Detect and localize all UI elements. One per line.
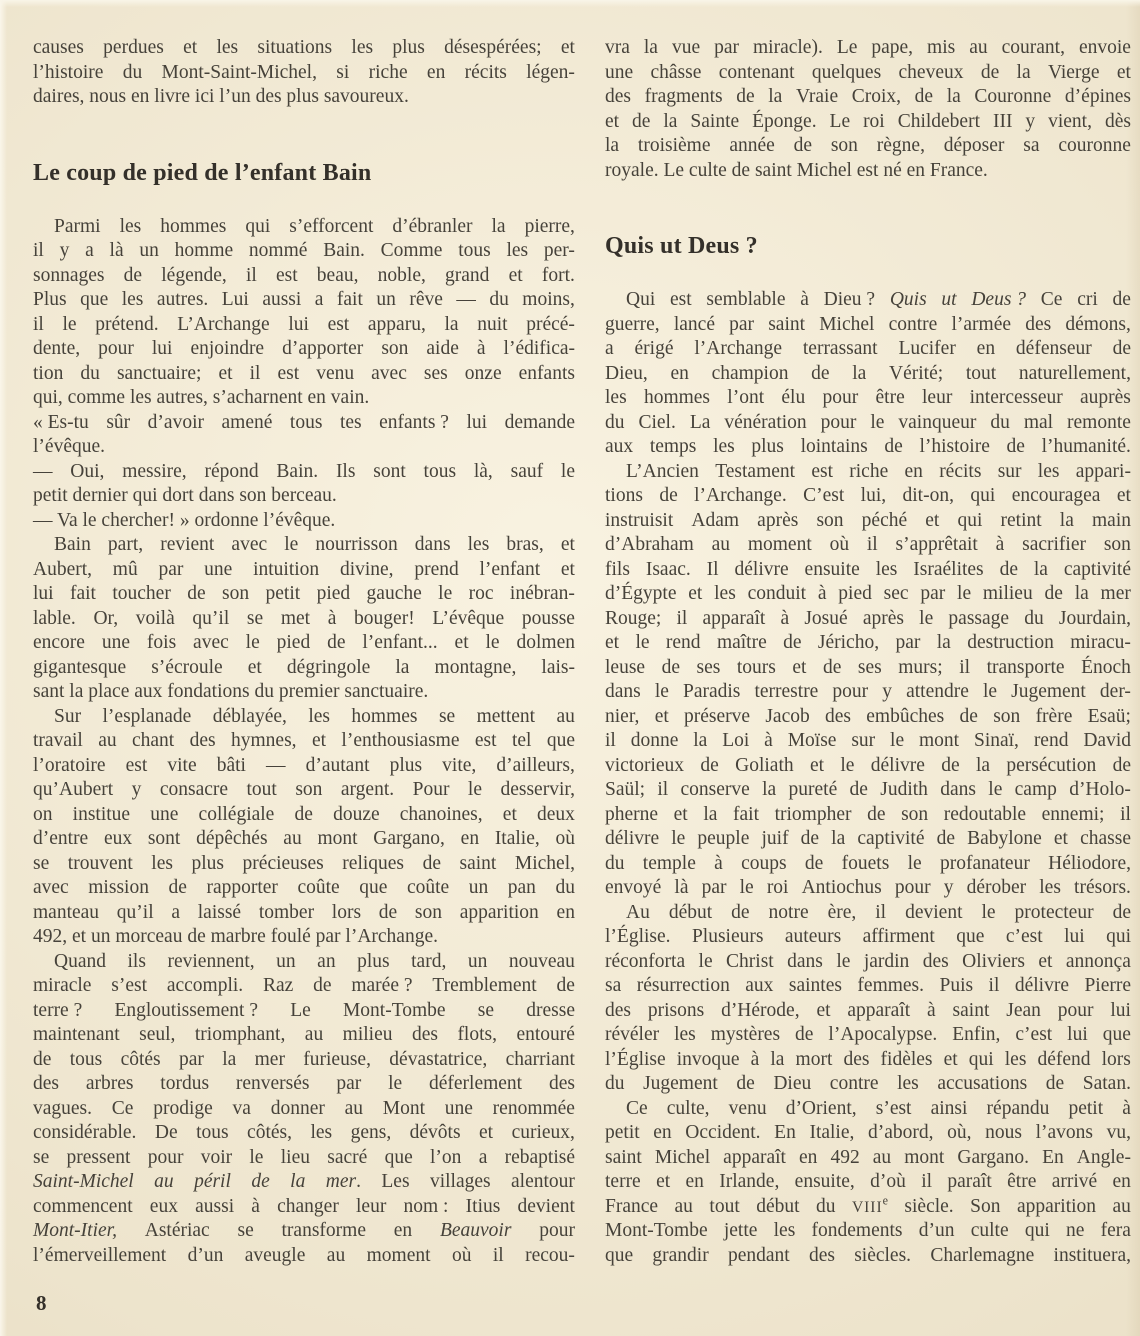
- text-line: l’évêque.: [33, 436, 106, 457]
- text-line: Mont-Tombe jette les fondements d’un culte qui ne fera: [605, 1220, 1131, 1241]
- text-line: on institue une collégiale de douze chanoines, et deux: [33, 803, 575, 825]
- text-line: vagues. Ce prodige va donner au Mont une renommée: [33, 1097, 575, 1119]
- paragraph: [33, 36, 575, 110]
- text-line: France au tout début du VIIIe siècle. Son apparition au: [605, 1193, 1131, 1217]
- text-line: — Oui, messire, répond Bain. Ils sont tous là, sauf le: [33, 460, 575, 482]
- text-line: petit en Occident. En Italie, d’abord, où, nous l’avons vu,: [605, 1122, 1131, 1143]
- text-line: se trouvent les plus précieuses reliques de saint Michel,: [33, 852, 575, 874]
- text-line: L’Ancien Testament est riche en récits sur les appari-: [626, 460, 1131, 482]
- text-line: qu’Aubert y consacre tout son argent. Pour le desservir,: [33, 779, 575, 800]
- text-line: Dieu, en champion de la Vérité; tout naturellement,: [605, 362, 1131, 384]
- text-line: avec mission de rapporter coûte que coûte un pan du: [33, 877, 575, 898]
- text-line: guerre, lancé par saint Michel contre l’armée des démons,: [605, 313, 1131, 335]
- text-line: des prisons d’Hérode, et apparaît à saint Jean pour lui: [605, 999, 1131, 1021]
- paragraph: [33, 533, 575, 705]
- text-line: tion du sanctuaire; et il est venu avec ses onze enfants: [33, 362, 575, 384]
- text-line: les hommes l’ont élu pour être leur intercesseur auprès: [605, 387, 1131, 408]
- text-line: travail au chant des hymnes, et l’enthousiasme est tel que: [33, 730, 575, 751]
- paragraph: [605, 901, 1131, 1097]
- text-line: dans le Paradis terrestre pour y attendre le Jugement der-: [605, 681, 1131, 702]
- text-line: saint Michel apparaît en 492 au mont Gargano. En Angle-: [605, 1146, 1131, 1168]
- text-line: — Va le chercher! » ordonne l’évêque.: [33, 509, 336, 531]
- text-line: causes perdues et les situations les plus désespérées; et: [33, 37, 575, 58]
- paragraph: [605, 460, 1131, 901]
- heading-le-coup-de-pied: Le coup de pied de l’enfant Bain: [33, 159, 372, 186]
- text-line: pherne et la fait triompher de son redoutable ennemi; il: [605, 803, 1131, 825]
- text-line: il le prétend. L’Archange lui est apparu, la nuit précé-: [33, 313, 575, 335]
- text-line: du temple à coups de fouets le profanateur Héliodore,: [605, 852, 1131, 874]
- paragraph: [33, 950, 575, 1269]
- text-line: Saül; il conserve la pureté de Judith dans le camp d’Holo-: [605, 779, 1131, 800]
- text-line: l’Église. Plusieurs auteurs affirment que c’est lui qui: [605, 926, 1131, 947]
- text-line: terre et en Irlande, ensuite, d’où il paraît être arrivé en: [605, 1171, 1131, 1192]
- text-line: tions de l’Archange. C’est lui, dit-on, qui encouragea et: [605, 485, 1131, 506]
- text-line: sa résurrection aux saintes femmes. Puis il délivre Pierre: [605, 975, 1131, 996]
- text-line: d’Abraham au moment où il s’apprêtait à sacrifier son: [605, 534, 1131, 555]
- text-line: d’entre eux sont dépêchés au mont Gargano, en Italie, où: [33, 828, 575, 849]
- paragraph: [33, 215, 575, 411]
- text-line: se pressent pour voir le lieu sacré que l’on a rebaptisé: [33, 1146, 575, 1168]
- text-line: a érigé l’Archange terrassant Lucifer en défenseur de: [605, 338, 1131, 359]
- text-line: fils Isaac. Il délivre ensuite les Israélites de la captivité: [605, 558, 1131, 580]
- text-line: manteau qu’il a laissé tomber lors de son apparition en: [33, 901, 575, 923]
- text-line: il donne la Loi à Moïse sur le mont Sinaï, rend David: [605, 730, 1131, 751]
- text-column-left: [33, 36, 575, 1268]
- text-line: instruisit Adam après son péché et qui retint la main: [605, 509, 1131, 531]
- text-line: terre ? Engloutissement ? Le Mont-Tombe se dresse: [33, 999, 575, 1021]
- text-line: réconforta le Christ dans le jardin des Oliviers et annonça: [605, 950, 1131, 972]
- paragraph: [605, 1097, 1131, 1269]
- text-line: des arbres tordus renversés par le déferlement des: [33, 1073, 575, 1094]
- paragraph: [33, 509, 575, 534]
- text-line: maintenant seul, triomphant, au milieu des flots, entouré: [33, 1024, 575, 1045]
- text-line: du Ciel. La vénération pour le vainqueur du mal remonte: [605, 411, 1131, 433]
- text-line: et de la Sainte Éponge. Le roi Childebert III y vient, dès: [605, 110, 1131, 132]
- text-line: aux temps les plus lointains de l’histoire de l’humanité.: [605, 436, 1131, 457]
- text-line: la troisième année de son règne, déposer sa couronne: [605, 135, 1131, 156]
- text-line: que grandir pendant des siècles. Charlemagne instituera,: [605, 1244, 1131, 1266]
- text-line: l’oratoire est vite bâti — d’autant plus vite, d’ailleurs,: [33, 754, 575, 776]
- text-line: Saint-Michel au péril de la mer. Les villages alentour: [33, 1171, 575, 1192]
- text-line: délivre le peuple juif de la captivité de Babylone et chasse: [605, 828, 1131, 849]
- text-line: sonnages de légende, il est beau, noble, grand et fort.: [33, 264, 575, 286]
- text-line: une châsse contenant quelques cheveux de la Vierge et: [605, 61, 1131, 83]
- text-column-right: [605, 36, 1131, 1268]
- text-line: du Jugement de Dieu contre les accusations de Satan.: [605, 1073, 1131, 1094]
- text-line: victorieux de Goliath et le délivre de la persécution de: [605, 754, 1131, 776]
- paragraph: [605, 36, 1131, 183]
- text-line: Plus que les autres. Lui aussi a fait un rêve — du moins,: [33, 289, 575, 310]
- text-line: Parmi les hommes qui s’efforcent d’ébranler la pierre,: [54, 215, 575, 237]
- paragraph: [33, 411, 575, 460]
- text-line: gigantesque s’écroule et dégringole la montagne, lais-: [33, 656, 575, 678]
- text-line: qui, comme les autres, s’acharnent en vain.: [33, 387, 370, 408]
- text-line: Aubert, mû par une intuition divine, prend l’enfant et: [33, 558, 575, 580]
- text-line: Rouge; il apparaît à Josué après le passage du Jourdain,: [605, 607, 1131, 629]
- text-line: petit dernier qui dort dans son berceau.: [33, 485, 337, 506]
- text-line: Ce culte, venu d’Orient, s’est ainsi répandu petit à: [626, 1097, 1131, 1119]
- text-line: Au début de notre ère, il devient le protecteur de: [626, 901, 1131, 923]
- text-line: envoyé là par le roi Antiochus pour y dérober les trésors.: [605, 877, 1131, 898]
- text-line: leuse de ses tours et de ses murs; il transporte Énoch: [605, 656, 1131, 678]
- text-line: vra la vue par miracle). Le pape, mis au courant, envoie: [605, 37, 1131, 58]
- text-line: Mont-Itier, Astériac se transforme en Beauvoir pour: [33, 1220, 575, 1241]
- text-line: d’Égypte et les conduit à pied sec par le milieu de la mer: [605, 583, 1131, 604]
- text-line: de tous côtés par la mer furieuse, dévastatrice, charriant: [33, 1048, 575, 1070]
- paragraph: [605, 288, 1131, 460]
- text-line: l’histoire du Mont-Saint-Michel, si riche en récits légen-: [33, 61, 575, 83]
- text-line: dente, pour lui enjoindre d’apporter son aide à l’édifica-: [33, 338, 575, 359]
- text-line: sant la place aux fondations du premier sanctuaire.: [33, 681, 429, 702]
- heading-quis-ut-deus: Quis ut Deus ?: [605, 233, 758, 259]
- text-line: nier, et préserve Jacob des embûches de son frère Esaü;: [605, 705, 1131, 727]
- text-line: des fragments de la Vraie Croix, de la Couronne d’épines: [605, 86, 1131, 107]
- text-line: considérable. De tous côtés, les gens, dévôts et curieux,: [33, 1122, 575, 1143]
- text-line: lui fait toucher de son petit pied gauche le roc inébran-: [33, 583, 575, 604]
- text-line: l’Église invoque à la mort des fidèles et qui les défend lors: [605, 1048, 1131, 1070]
- text-line: lable. Or, voilà qu’il se met à bouger! L’évêque pousse: [33, 607, 575, 629]
- text-line: Quand ils reviennent, un an plus tard, un nouveau: [54, 950, 575, 972]
- text-line: révéler les mystères de l’Apocalypse. Enfin, c’est lui que: [605, 1024, 1131, 1045]
- text-line: daires, nous en livre ici l’un des plus savoureux.: [33, 86, 409, 107]
- text-line: royale. Le culte de saint Michel est né en France.: [605, 159, 988, 181]
- paragraph: [33, 705, 575, 950]
- text-line: l’émerveillement d’un aveugle au moment où il recou-: [33, 1244, 575, 1266]
- page-number: 8: [36, 1291, 47, 1315]
- text-line: et le rend maître de Jéricho, par la destruction miracu-: [605, 632, 1131, 653]
- text-line: miracle s’est accompli. Raz de marée ? Tremblement de: [33, 975, 575, 996]
- paragraph: [33, 460, 575, 509]
- text-line: il y a là un homme nommé Bain. Comme tous les per-: [33, 240, 575, 261]
- text-line: commencent eux aussi à changer leur nom : Itius devient: [33, 1195, 575, 1217]
- text-line: Bain part, revient avec le nourrisson dans les bras, et: [54, 534, 575, 555]
- text-line: 492, et un morceau de marbre foulé par l’Archange.: [33, 926, 438, 947]
- text-line: Sur l’esplanade déblayée, les hommes se mettent au: [54, 705, 575, 727]
- text-line: « Es-tu sûr d’avoir amené tous tes enfants ? lui demande: [33, 411, 575, 433]
- text-line: encore une fois avec le pied de l’enfant... et le dolmen: [33, 632, 575, 653]
- text-line: Qui est semblable à Dieu ? Quis ut Deus ? Ce cri de: [626, 289, 1131, 310]
